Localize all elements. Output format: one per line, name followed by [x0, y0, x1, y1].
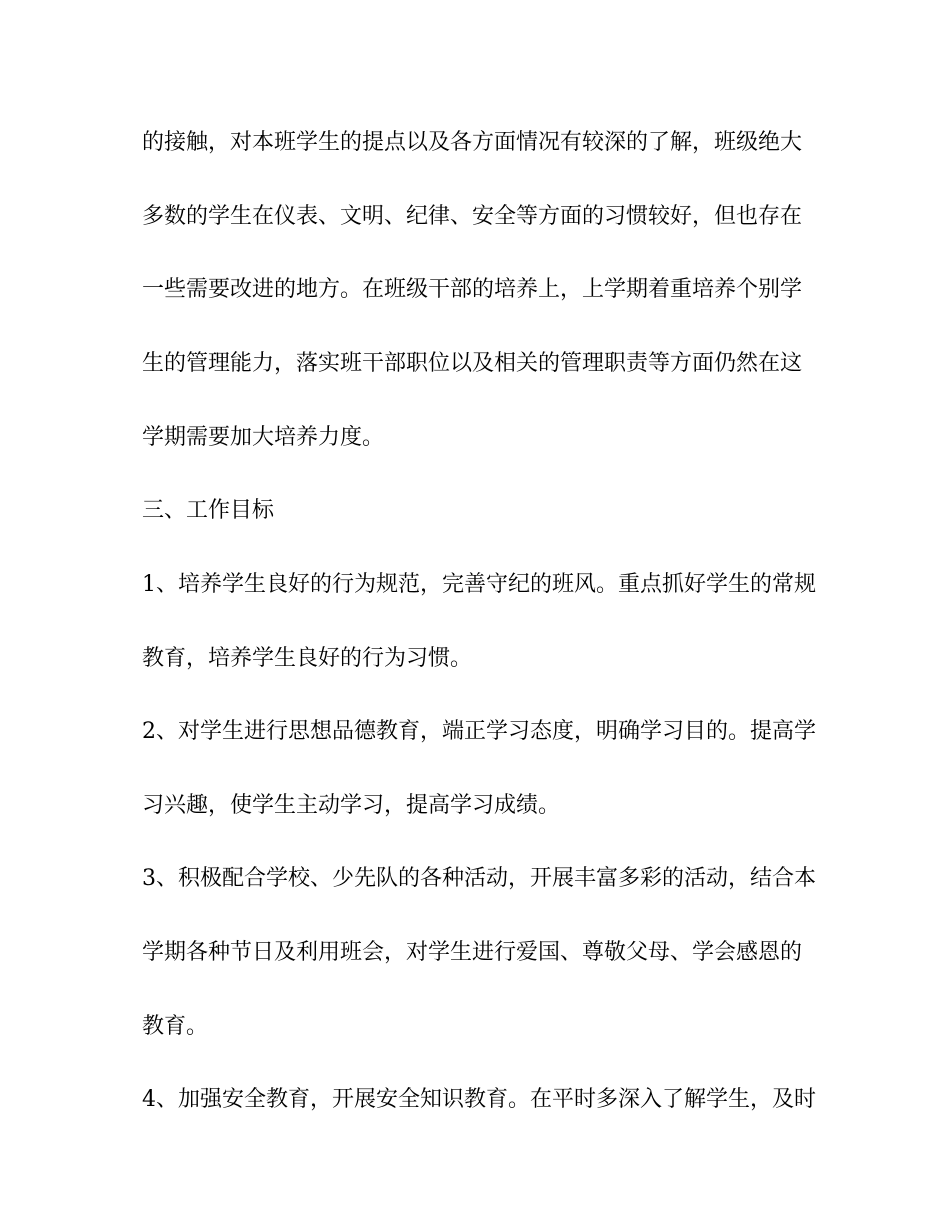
paragraph-line: 生的管理能力，落实班干部职位以及相关的管理职责等方面仍然在这	[142, 351, 803, 376]
list-item-line: 2、对学生进行思想品德教育，端正学习态度，明确学习目的。提高学	[142, 719, 816, 744]
paragraph-line: 一些需要改进的地方。在班级干部的培养上，上学期着重培养个别学	[142, 277, 803, 302]
list-item-line: 4、加强安全教育，开展安全知识教育。在平时多深入了解学生，及时	[142, 1087, 816, 1112]
section-heading: 三、工作目标	[142, 498, 275, 523]
paragraph-line: 的接触，对本班学生的提点以及各方面情况有较深的了解，班级绝大	[142, 130, 803, 155]
list-item-line: 学期各种节日及利用班会，对学生进行爱国、尊敬父母、学会感恩的	[142, 940, 803, 965]
list-item-line: 教育。	[142, 1014, 209, 1039]
list-item-line: 3、积极配合学校、少先队的各种活动，开展丰富多彩的活动，结合本	[142, 866, 816, 891]
list-item-line: 1、培养学生良好的行为规范，完善守纪的班风。重点抓好学生的常规	[142, 572, 816, 597]
paragraph-line: 学期需要加大培养力度。	[142, 425, 385, 450]
list-item-line: 教育，培养学生良好的行为习惯。	[142, 646, 473, 671]
paragraph-line: 多数的学生在仪表、文明、纪律、安全等方面的习惯较好，但也存在	[142, 204, 803, 229]
list-item-line: 习兴趣，使学生主动学习，提高学习成绩。	[142, 793, 561, 818]
